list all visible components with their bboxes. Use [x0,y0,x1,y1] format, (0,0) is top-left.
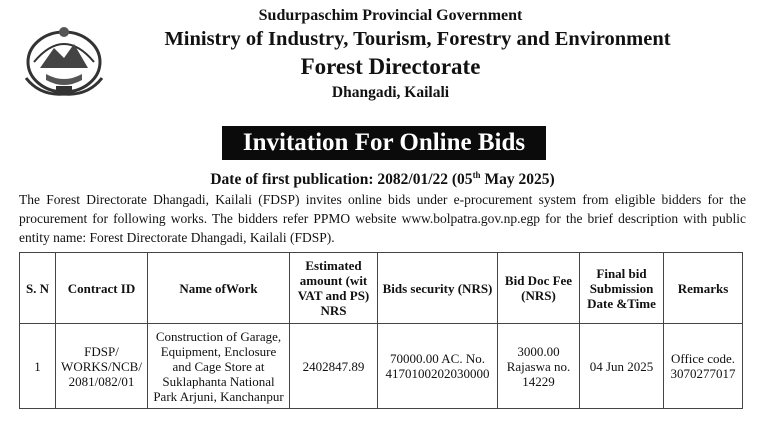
table-header-row [20,253,743,324]
column-header-bids-security: Bids security (NRS) [378,253,498,324]
cell-bids-security: 70000.00 AC. No. 4170100202030000 [378,324,498,409]
cell-final-bid: 04 Jun 2025 [580,324,664,409]
government-name: Sudurpaschim Provincial Government [258,7,523,24]
table-row [20,324,743,409]
letterhead [0,6,765,104]
notice-body: The Forest Directorate Dhangadi, Kailali (FDSP) invites online bids under e-procurement system from eligible bidders for the procurement for following works. The bidders refer PPMO website www.bolpatra.gov.np.egp for the brief description with public entity name: Forest Directorate Dhangadi, Kailali (FDSP). [19,192,746,245]
office-location: Dhangadi, Kailali [331,84,450,101]
column-header-final-bid: Final bid Submission Date &Time [580,253,664,324]
cell-remarks: Office code. 3070277017 [664,324,743,409]
notice-title-banner: Invitation For Online Bids [222,126,546,160]
cell-estimated-amount: 2402847.89 [290,324,378,409]
publication-date-prefix: Date of first publication: 2082/01/22 (05 [210,171,473,189]
column-header-remarks: Remarks [664,253,743,324]
directorate-name: Forest Directorate [300,54,481,79]
column-header-contract-id: Contract ID [56,253,148,324]
cell-name-of-work: Construction of Garage, Equipment, Enclosure and Cage Store at Suklaphanta National Park Arjuni, Kanchanpur [148,324,290,409]
publication-date-suffix: May 2025) [480,171,555,189]
cell-bid-doc-fee: 3000.00 Rajaswa no. 14229 [498,324,580,409]
cell-sn: 1 [20,324,56,409]
bids-table [19,252,743,409]
column-header-sn: S. N [20,253,56,324]
cell-contract-id: FDSP/ WORKS/NCB/ 2081/082/01 [56,324,148,409]
publication-date [0,170,765,189]
column-header-estimated-amount: Estimated amount (wit VAT and PS) NRS [290,253,378,324]
column-header-bid-doc-fee: Bid Doc Fee (NRS) [498,253,580,324]
column-header-name-of-work: Name ofWork [148,253,290,324]
publication-date-ordinal: th [472,170,481,180]
ministry-name: Ministry of Industry, Tourism, Forestry and Environment [164,28,671,50]
